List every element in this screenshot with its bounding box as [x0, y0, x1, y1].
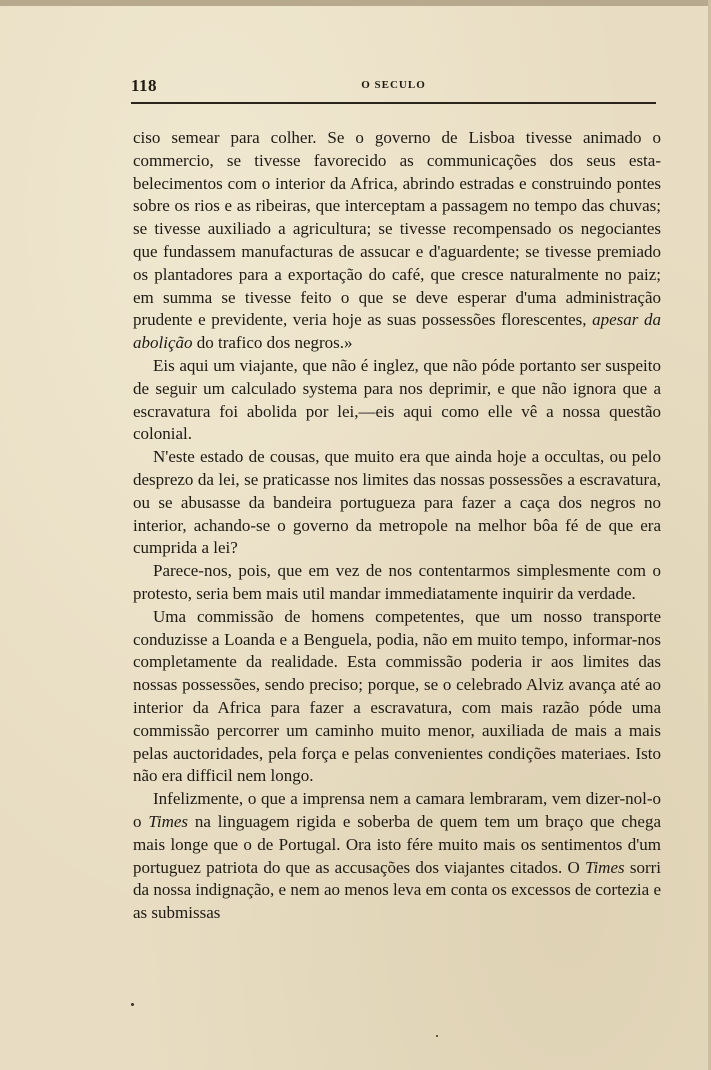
italic-text: Times — [584, 857, 625, 877]
paragraph — [133, 355, 661, 446]
header-rule — [131, 102, 656, 104]
page-top-edge — [0, 0, 711, 6]
paragraph — [133, 606, 661, 788]
text-run: N'este estado de cousas, que muito era que ainda hoje a occultas, ou pelo desprezo da lei, se praticasse nos limites das nossas possessões a escravatura, ou se abusasse da bandeira portugueza para fazer a caça dos negros no interior, achando-se o governo da metropole na melhor bôa fé de que era cumprida a lei? — [133, 447, 661, 558]
text-run: Uma commissão de homens competentes, que um nosso transporte conduzisse a Loanda e a Benguela, podia, não em muito tempo, informar-nos completamente da realidade. Esta commissão poderia ir aos limites das nossas possessões, sendo preciso; porque, se o celebrado Alviz avança até ao interior da Africa para fazer a escravatura, com mais razão póde uma commissão percorrer um caminho muito menor, auxiliada de mais a mais pelas auctoridades, pela força e pelas convenientes condições materiaes. Isto não era difficil nem longo. — [133, 606, 661, 786]
text-run: sorri da nossa indignação, e nem ao menos leva em conta os excessos de cortezia e as submissas — [133, 857, 661, 923]
page-header — [131, 76, 656, 98]
paragraph — [133, 127, 661, 355]
paper-speck — [131, 1003, 134, 1006]
text-run: Eis aqui um viajante, que não é inglez, que não póde portanto ser suspeito de seguir um calculado systema para nos deprimir, e que não ignora que a escravatura foi abolida por lei,—eis aqui como elle vê a nossa questão colonial. — [133, 355, 661, 444]
text-run: do trafico dos negros.» — [192, 333, 353, 353]
italic-text: Times — [148, 811, 189, 831]
page-number: 118 — [131, 76, 158, 95]
italic-text: apesar da abolição — [133, 310, 662, 353]
running-title: O SECULO — [361, 79, 426, 91]
paragraph — [133, 788, 661, 925]
body-text — [133, 127, 661, 925]
text-run: Infelizmente, o que a imprensa nem a camara lembraram, vem dizer-nol-o o — [133, 789, 661, 831]
text-run: ciso semear para colher. Se o governo de Lisboa tivesse animado o commercio, se tivesse favorecido as communicações dos seus estabelecimentos com o interior da Africa, abrindo estradas e construindo pontes sobre os rios e as ribeiras, que interceptam a passagem no tempo das chuvas; se tivesse auxiliado a agricultura; se tivesse recompensado os negociantes que fundassem manufacturas de assucar e d'aguardente; se tivesse premiado os plantadores para a exportação do café, que cresce naturalmente no paiz; em summa se tivesse feito o que se deve esperar d'uma administração prudente e previdente, veria hoje as suas possessões florescentes, — [133, 128, 661, 330]
text-run: na linguagem rigida e soberba de quem tem um braço que chega mais longe que o de Portugal. Ora isto fére muito mais os sentimentos d'um portuguez patriota do que as accusações dos viajantes citados. O — [133, 811, 661, 877]
paragraph — [133, 560, 661, 606]
text-run: Parece-nos, pois, que em vez de nos contentarmos simplesmente com o protesto, seria bem mais util mandar immediatamente inquirir da verdade. — [133, 561, 661, 603]
paragraph — [133, 446, 661, 560]
paper-speck — [436, 1035, 438, 1037]
